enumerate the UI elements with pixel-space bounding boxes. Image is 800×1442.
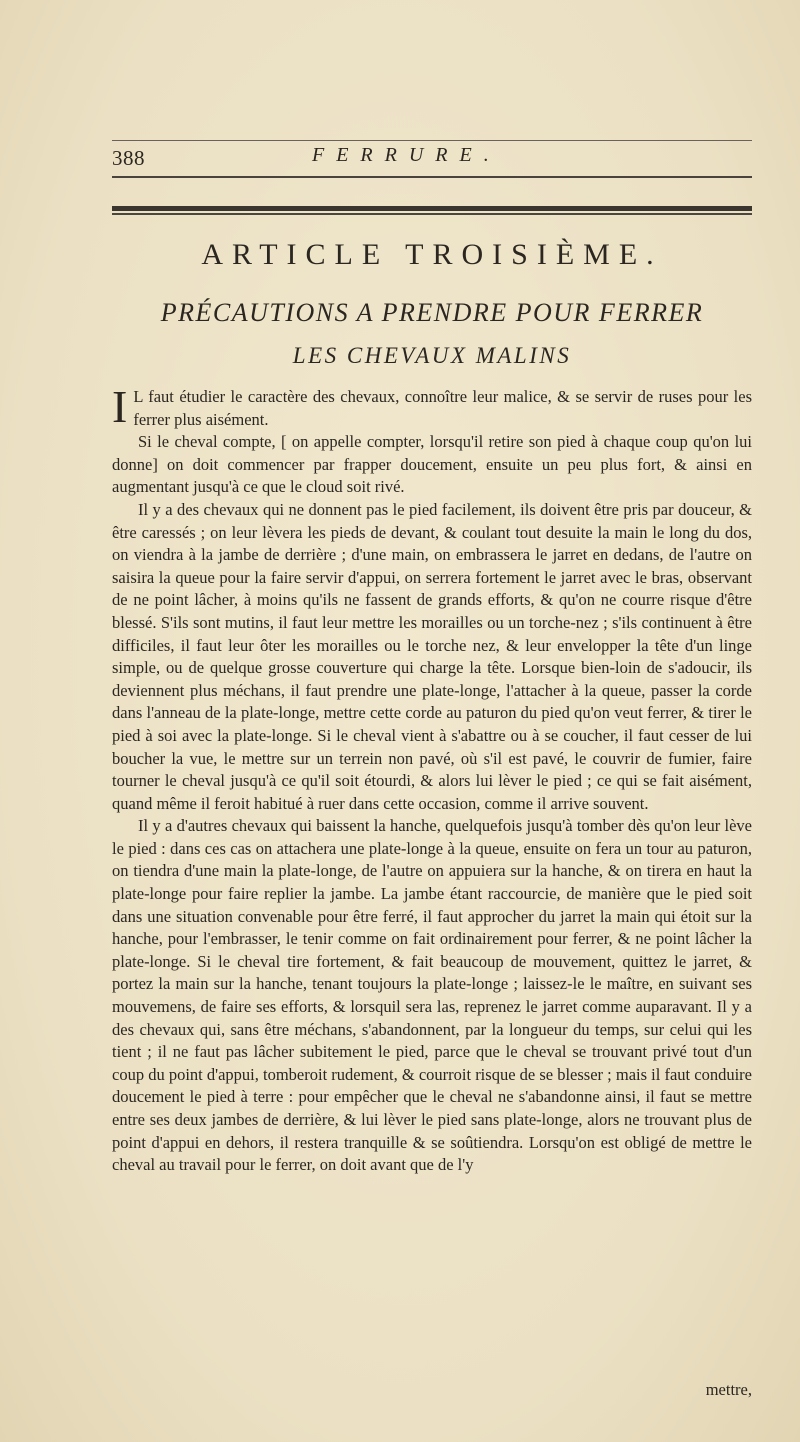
article-heading: ARTICLE TROISIÈME. — [201, 238, 663, 271]
paragraph-text: L faut étudier le caractère des chevaux, connoître leur malice, & se servir de ruses pour les ferrer plus aisément. — [133, 387, 752, 429]
paragraph — [112, 381, 752, 432]
ornamental-rule-thin — [112, 213, 752, 215]
ornamental-rule-thick — [112, 206, 752, 211]
header-rule — [112, 140, 752, 141]
paragraph: Si le cheval compte, [ on appelle compter, lorsqu'il retire son pied à chaque coup qu'on lui donne] on doit commencer par frapper doucement, ensuite un peu plus fort, & ainsi en augmentant jusqu'à ce que le cloud soit rivé. — [112, 432, 752, 497]
paragraph: Il y a d'autres chevaux qui baissent la hanche, quelquefois jusqu'à tomber dès qu'on leur lève le pied : dans ces cas on attachera une plate-longe à la queue, ensuite on fera un tour au paturon, on tiendra d'une main la plate-longe, de l'autre on appuiera sur la hanche, & on tirera en haut la plate-longe pour faire replier la jambe. La jambe étant raccourcie, de manière que le pied soit dans une situation convenable pour être ferré, il faut approcher du jarret la main qui étoit sur la hanche, pour l'embrasser, le tenir comme on fait ordinairement pour ferrer, & ne point lâcher la plate-longe. Si le cheval tire fortement, & fait beaucoup de mouvement, quittez le jarret, & portez la main sur la hanche, tenant toujours la plate-longe ; laissez-le le maître, en suivant ses mouvemens, de faire ses efforts, & lorsquil sera las, reprenez le jarret comme auparavant. Il y a des chevaux qui, sans être méchans, s'abandonnent, par la longueur du temps, sur celui qui les tient ; il ne faut pas lâcher subitement le pied, parce que le cheval se trouvant privé tout d'un coup du point d'appui, tomberoit rudement, & courroit risque de se blesser ; mais il faut conduire doucement le pied à terre : pour empêcher que le cheval ne s'abandonne ainsi, il faut se mettre entre ses deux jambes de derrière, & lui lèver le pied sans plate-longe, alors ne trouvant plus de point d'appui en dehors, il restera tranquille & se soûtiendra. Lorsqu'on est obligé de mettre le cheval au travail pour le ferrer, on doit avant que de l'y — [112, 816, 752, 1175]
drop-cap: I — [112, 381, 128, 432]
page-number: 388 — [112, 146, 145, 170]
running-title: FERRURE. — [312, 144, 501, 166]
page-header — [112, 140, 752, 184]
catchword: mettre, — [705, 1380, 752, 1399]
paragraph: Il y a des chevaux qui ne donnent pas le pied facilement, ils doivent être pris par douceur, & être caressés ; on leur lèvera les pieds de devant, & coulant tout desuite la main le long du dos, on viendra à la jambe de derrière ; d'une main, on embrassera le jarret en dedans, de l'autre on saisira la queue pour la faire servir d'appui, on serrera fortement le jarret avec le bras, observant de ne point lâcher, à moins qu'ils ne fassent de grands efforts, & qu'on ne courre risque d'être blessé. S'ils sont mutins, il faut leur mettre les morailles ou un torche-nez ; s'ils continuent à être difficiles, il faut leur ôter les morailles ou le torche nez, & leur envelopper la tête d'un linge simple, ou de quelque grosse couverture qui charge la tête. Lorsque bien-loin de s'adoucir, ils deviennent plus méchans, il faut prendre une plate-longe, l'attacher à la queue, passer la corde dans l'anneau de la plate-longe, mettre cette corde au paturon du pied qu'on veut ferrer, & tirer le pied à soi avec la plate-longe. Si le cheval vient à s'abattre ou à se coucher, il faut cesser de lui boucher la vue, le mettre sur un terrein non pavé, où s'il est pavé, le couvrir de fumier, faire tourner le cheval jusqu'à ce qu'il soit étourdi, & alors lui lèver le pied ; ce qui se fait aisément, quand même il feroit habitué à ruer dans cette occasion, comme il arrive souvent. — [112, 499, 752, 813]
ornamental-rule — [112, 206, 752, 218]
section-title: PRÉCAUTIONS A PRENDRE POUR FERRER — [160, 298, 704, 327]
section-subtitle: LES CHEVAUX MALINS — [292, 343, 572, 368]
body-text — [112, 381, 752, 1177]
header-rule — [112, 176, 752, 178]
